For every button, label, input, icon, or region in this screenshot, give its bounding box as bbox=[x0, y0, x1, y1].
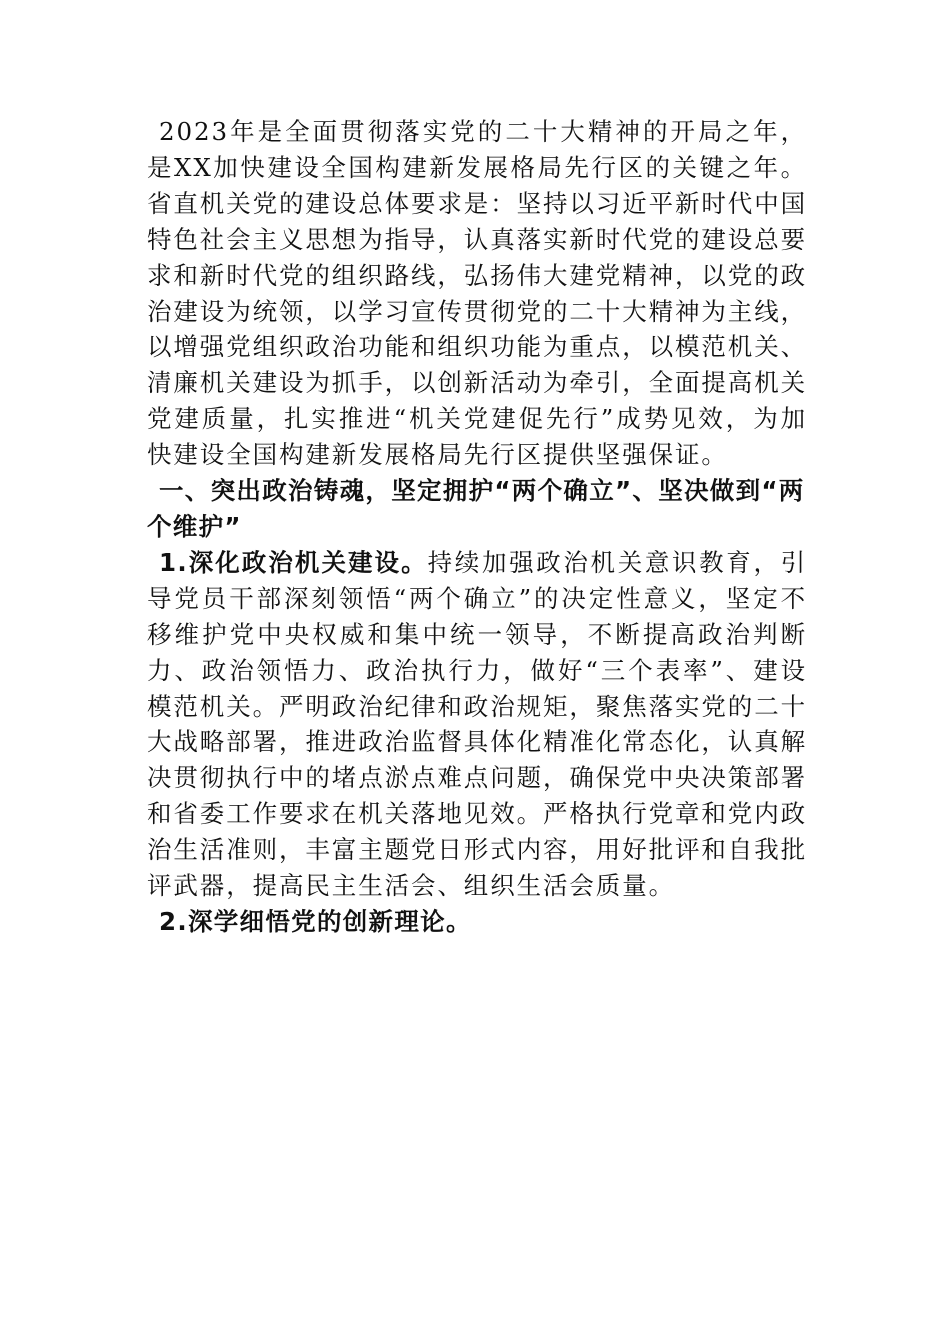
document-page bbox=[147, 114, 807, 940]
section-1-heading: 一、突出政治铸魂，坚定拥护“两个确立”、坚决做到“两个维护” bbox=[147, 476, 805, 541]
item-1-paragraph bbox=[147, 545, 807, 904]
item-2-paragraph bbox=[147, 904, 807, 940]
item-2-title: 2.深学细悟党的创新理论。 bbox=[159, 906, 472, 936]
item-1-body: 持续加强政治机关意识教育，引导党员干部深刻领悟“两个确立”的决定性意义，坚定不移维护党中央权威和集中统一领导，不断提高政治判断力、政治领悟力、政治执行力，做好“三个表率”、建设模范机关。严明政治纪律和政治规矩，聚焦落实党的二十大战略部署，推进政治监督具体化精准化常态化，认真解决贯彻执行中的堵点淤点难点问题，确保党中央决策部署和省委工作要求在机关落地见效。严格执行党章和党内政治生活准则，丰富主题党日形式内容，用好批评和自我批评武器，提高民主生活会、组织生活会质量。 bbox=[147, 547, 807, 901]
intro-paragraph: 2023年是全面贯彻落实党的二十大精神的开局之年，是XX加快建设全国构建新发展格局先行区的关键之年。省直机关党的建设总体要求是：坚持以习近平新时代中国特色社会主义思想为指导，认真落实新时代党的建设总要求和新时代党的组织路线，弘扬伟大建党精神，以党的政治建设为统领，以学习宣传贯彻党的二十大精神为主线，以增强党组织政治功能和组织功能为重点，以模范机关、清廉机关建设为抓手，以创新活动为牵引，全面提高机关党建质量，扎实推进“机关党建促先行”成势见效，为加快建设全国构建新发展格局先行区提供坚强保证。 bbox=[147, 117, 807, 470]
item-1-title: 1.深化政治机关建设。 bbox=[159, 547, 428, 577]
